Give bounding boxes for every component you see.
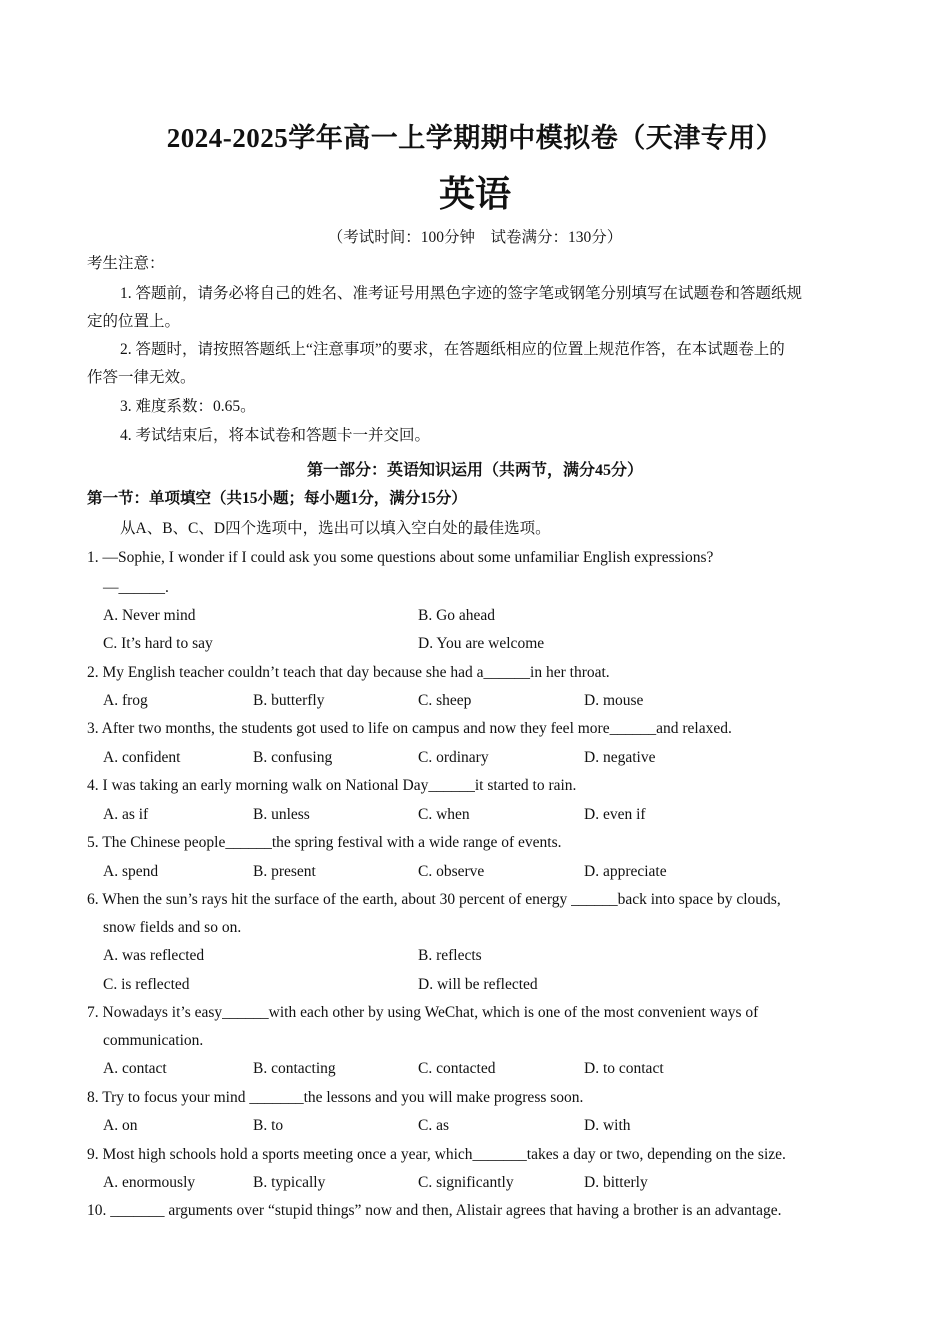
option-b: B. present [253,863,316,880]
option-d: D. bitterly [584,1174,648,1191]
option-a: A. frog [103,692,148,709]
option-b: B. Go ahead [418,607,496,624]
question-stem: 7. Nowadays it’s easy______with each other by using WeChat, which is one of the most convenient ways of [87,1004,759,1021]
question-stem: 8. Try to focus your mind _______the lessons and you will make progress soon. [87,1089,584,1106]
option-a: A. on [103,1117,138,1134]
option-b: B. contacting [253,1060,336,1077]
option-b: B. typically [253,1174,326,1191]
option-a: A. as if [103,806,149,823]
notice-item: 2. 答题时，请按照答题纸上“注意事项”的要求，在答题纸相应的位置上规范作答，在本试题卷上的 [120,341,785,358]
notice-item: 1. 答题前，请务必将自己的姓名、准考证号用黑色字迹的签字笔或钢笔分别填写在试题卷和答题纸规 [120,285,803,302]
section1-instruction: 从A、B、C、D四个选项中，选出可以填入空白处的最佳选项。 [120,520,551,537]
option-d: D. with [584,1117,631,1134]
option-b: B. unless [253,806,310,823]
option-d: D. will be reflected [418,976,538,993]
option-d: D. to contact [584,1060,664,1077]
part1-title: 第一部分：英语知识运用（共两节，满分45分） [306,462,643,479]
option-a: A. spend [103,863,159,880]
option-a: A. was reflected [103,947,205,964]
option-c: C. ordinary [418,749,489,766]
exam-title: 2024-2025学年高一上学期期中模拟卷（天津专用） [166,123,784,153]
question-stem: communication. [103,1032,204,1049]
notice-item: 定的位置上。 [87,313,181,330]
question-stem: 4. I was taking an early morning walk on National Day______it started to rain. [87,777,577,794]
option-a: A. enormously [103,1174,196,1191]
option-b: B. confusing [253,749,333,766]
notice-item: 作答一律无效。 [87,369,196,386]
question-stem: —______. [103,579,169,596]
notice-item: 3. 难度系数：0.65。 [120,398,256,415]
question-stem: 5. The Chinese people______the spring festival with a wide range of events. [87,834,562,851]
question-stem: 6. When the sun’s rays hit the surface of the earth, about 30 percent of energy ______back into space by clouds, [87,891,781,908]
option-b: B. reflects [418,947,482,964]
subject-title: 英语 [438,174,511,214]
option-c: C. contacted [418,1060,496,1077]
section1-title: 第一节：单项填空（共15小题；每小题1分，满分15分） [87,490,467,507]
option-a: A. Never mind [103,607,196,624]
question-stem: 9. Most high schools hold a sports meeting once a year, which_______takes a day or two, depending on the size. [87,1146,786,1163]
question-stem: 2. My English teacher couldn’t teach that day because she had a______in her throat. [87,664,610,681]
option-b: B. to [253,1117,284,1134]
question-stem: 1. —Sophie, I wonder if I could ask you some questions about some unfamiliar English expressions? [87,549,714,566]
option-a: A. confident [103,749,181,766]
notice-item: 4. 考试结束后，将本试卷和答题卡一并交回。 [120,427,431,444]
option-a: A. contact [103,1060,167,1077]
option-d: D. negative [584,749,656,766]
option-c: C. is reflected [103,976,190,993]
option-d: D. You are welcome [418,635,545,652]
option-c: C. as [418,1117,449,1134]
option-d: D. mouse [584,692,644,709]
exam-info: （考试时间：100分钟 试卷满分：130分） [327,229,623,246]
notice-heading: 考生注意： [87,255,165,272]
option-d: D. appreciate [584,863,667,880]
question-stem: snow fields and so on. [103,919,242,936]
option-c: C. sheep [418,692,472,709]
option-d: D. even if [584,806,646,823]
option-c: C. It’s hard to say [103,635,213,652]
question-stem: 10. _______ arguments over “stupid things” now and then, Alistair agrees that having a brother is an advantage. [87,1202,782,1219]
option-c: C. when [418,806,470,823]
question-stem: 3. After two months, the students got used to life on campus and now they feel more______and relaxed. [87,720,732,737]
option-b: B. butterfly [253,692,325,709]
option-c: C. observe [418,863,485,880]
option-c: C. significantly [418,1174,514,1191]
